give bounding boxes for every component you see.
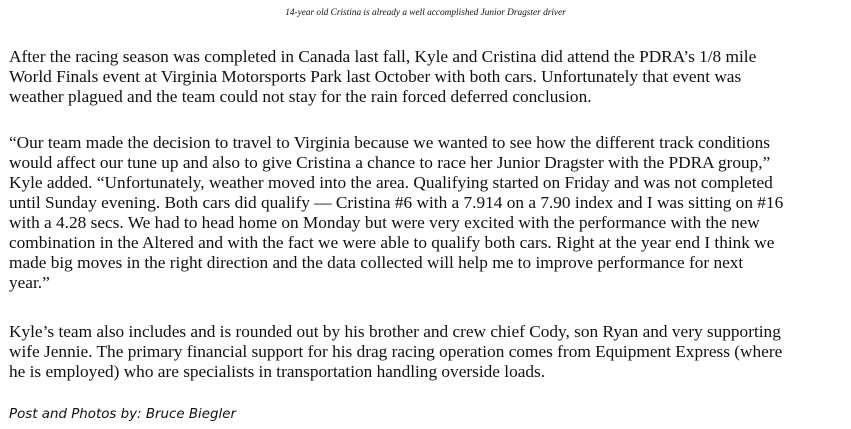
paragraph-1	[9, 47, 756, 107]
text-line: year.”	[9, 273, 50, 292]
text-line: combination in the Altered and with the fact we were able to qualify both cars. Right at the year end I think we	[9, 233, 775, 252]
text-line: he is employed) who are specialists in transportation handling overside loads.	[9, 362, 546, 381]
text-line: wife Jennie. The primary financial support for his drag racing operation comes from Equipment Express (where	[9, 342, 783, 361]
text-line: would affect our tune up and also to give Cristina a chance to race her Junior Dragster with the PDRA group,”	[9, 153, 771, 172]
text-line: with a 4.28 secs. We had to head home on Monday but were very excited with the performance with the new	[9, 213, 760, 232]
text-line: weather plagued and the team could not stay for the rain forced deferred conclusion.	[9, 87, 592, 106]
text-line: World Finals event at Virginia Motorsports Park last October with both cars. Unfortunately that event was	[9, 67, 742, 86]
text-line: Kyle’s team also includes and is rounded out by his brother and crew chief Cody, son Ryan and very supporting	[9, 322, 781, 341]
text-line: “Our team made the decision to travel to Virginia because we wanted to see how the different track conditions	[9, 133, 771, 152]
photo-credit: Post and Photos by: Bruce Biegler	[9, 407, 236, 422]
paragraph-2	[9, 133, 783, 293]
photo-caption: 14-year old Cristina is already a well accomplished Junior Dragster driver	[285, 8, 566, 18]
text-line: Kyle added. “Unfortunately, weather moved into the area. Qualifying started on Friday and was not completed	[9, 173, 773, 192]
paragraph-3	[9, 322, 782, 382]
text-line: until Sunday evening. Both cars did qualify — Cristina #6 with a 7.914 on a 7.90 index and I was sitting on #16	[9, 193, 784, 212]
text-line: made big moves in the right direction and the data collected will help me to improve performance for next	[9, 253, 744, 272]
text-line: After the racing season was completed in Canada last fall, Kyle and Cristina did attend the PDRA’s 1/8 mile	[9, 47, 757, 66]
